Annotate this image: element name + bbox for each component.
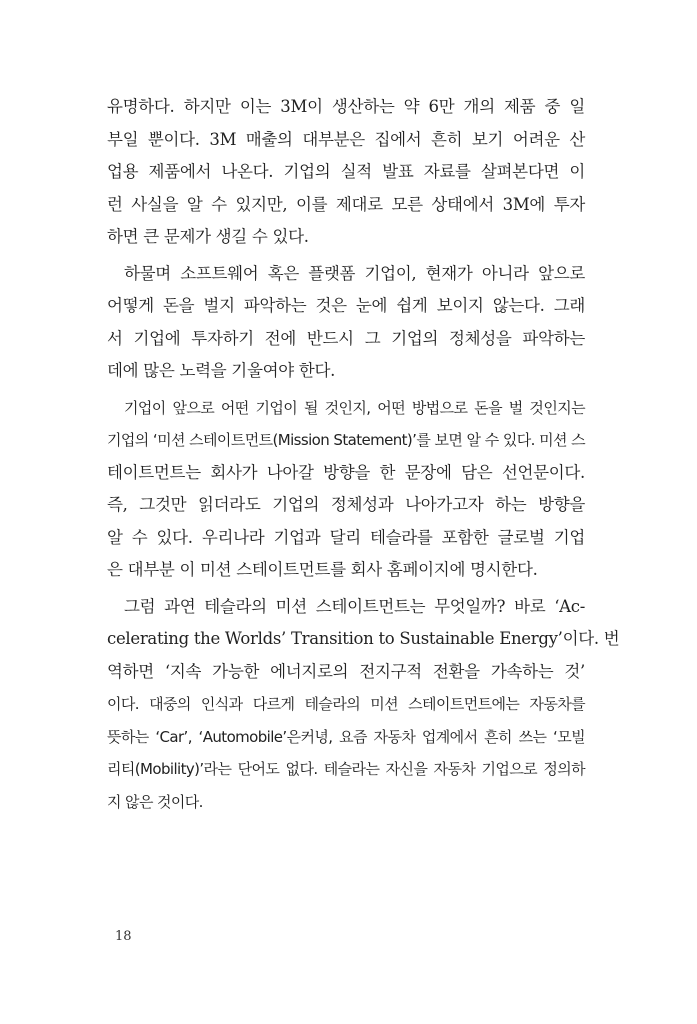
text-line: 즉, 그것만 읽더라도 기업의 정체성과 나아가고자 하는 방향을 <box>107 495 585 514</box>
paragraph <box>107 594 620 822</box>
text-line: 업용 제품에서 나온다. 기업의 실적 발표 자료를 살펴본다면 이 <box>107 162 585 181</box>
text-line: 테이트먼트는 회사가 나아갈 방향을 한 문장에 담은 선언문이다. <box>107 462 585 482</box>
paragraph <box>107 94 585 257</box>
text-line: 그럼 과연 테슬라의 미션 스테이트먼트는 무엇일까? 바로 ‘Ac- <box>124 596 585 616</box>
paragraph <box>107 261 585 391</box>
text-line: 이다. 대중의 인식과 다르게 테슬라의 미션 스테이트먼트에는 자동차를 <box>107 695 585 713</box>
text-line: 어떻게 돈을 벌지 파악하는 것은 눈에 쉽게 보이지 않는다. 그래 <box>107 296 585 315</box>
text-line: 역하면 ‘지속 가능한 에너지로의 전지구적 전환을 가속하는 것’ <box>107 661 585 681</box>
text-line: 기업이 앞으로 어떤 기업이 될 것인지, 어떤 방법으로 돈을 벌 것인지는 <box>124 398 585 417</box>
text-line: 알 수 있다. 우리나라 기업과 달리 테슬라를 포함한 글로벌 기업 <box>107 527 585 547</box>
text-line: 은 대부분 이 미션 스테이트먼트를 회사 홈페이지에 명시한다. <box>107 560 538 579</box>
text-line: 기업의 ‘미션 스테이트먼트(Mission Statement)’를 보면 알 수 있다. 미션 스 <box>107 431 585 449</box>
text-line: 지 않은 것이다. <box>107 792 203 811</box>
text-line: 하물며 소프트웨어 혹은 플랫폼 기업이, 현재가 아니라 앞으로 <box>124 263 585 283</box>
page-number: 18 <box>115 929 132 944</box>
text-line: 데에 많은 노력을 기울여야 한다. <box>107 361 336 380</box>
text-line: 서 기업에 투자하기 전에 반드시 그 기업의 정체성을 파악하는 <box>107 328 585 348</box>
text-line: 리티(Mobility)’라는 단어도 없다. 테슬라는 자신을 자동차 기업으로 정의하 <box>107 760 585 778</box>
text-line: 유명하다. 하지만 이는 3M이 생산하는 약 6만 개의 제품 중 일 <box>107 97 585 116</box>
text-line: 부일 뿐이다. 3M 매출의 대부분은 집에서 흔히 보기 어려운 산 <box>107 129 585 149</box>
body-text <box>107 94 620 821</box>
text-line: 하면 큰 문제가 생길 수 있다. <box>107 227 309 246</box>
paragraph <box>107 395 585 590</box>
text-line: 런 사실을 알 수 있지만, 이를 제대로 모른 상태에서 3M에 투자 <box>107 194 585 214</box>
text-line: 뜻하는 ‘Car’, ‘Automobile’은커녕, 요즘 자동차 업계에서 흔히 쓰는 ‘모빌 <box>107 727 585 746</box>
text-line: celerating the Worlds’ Transition to Sustainable Energy’이다. 번 <box>107 629 620 648</box>
